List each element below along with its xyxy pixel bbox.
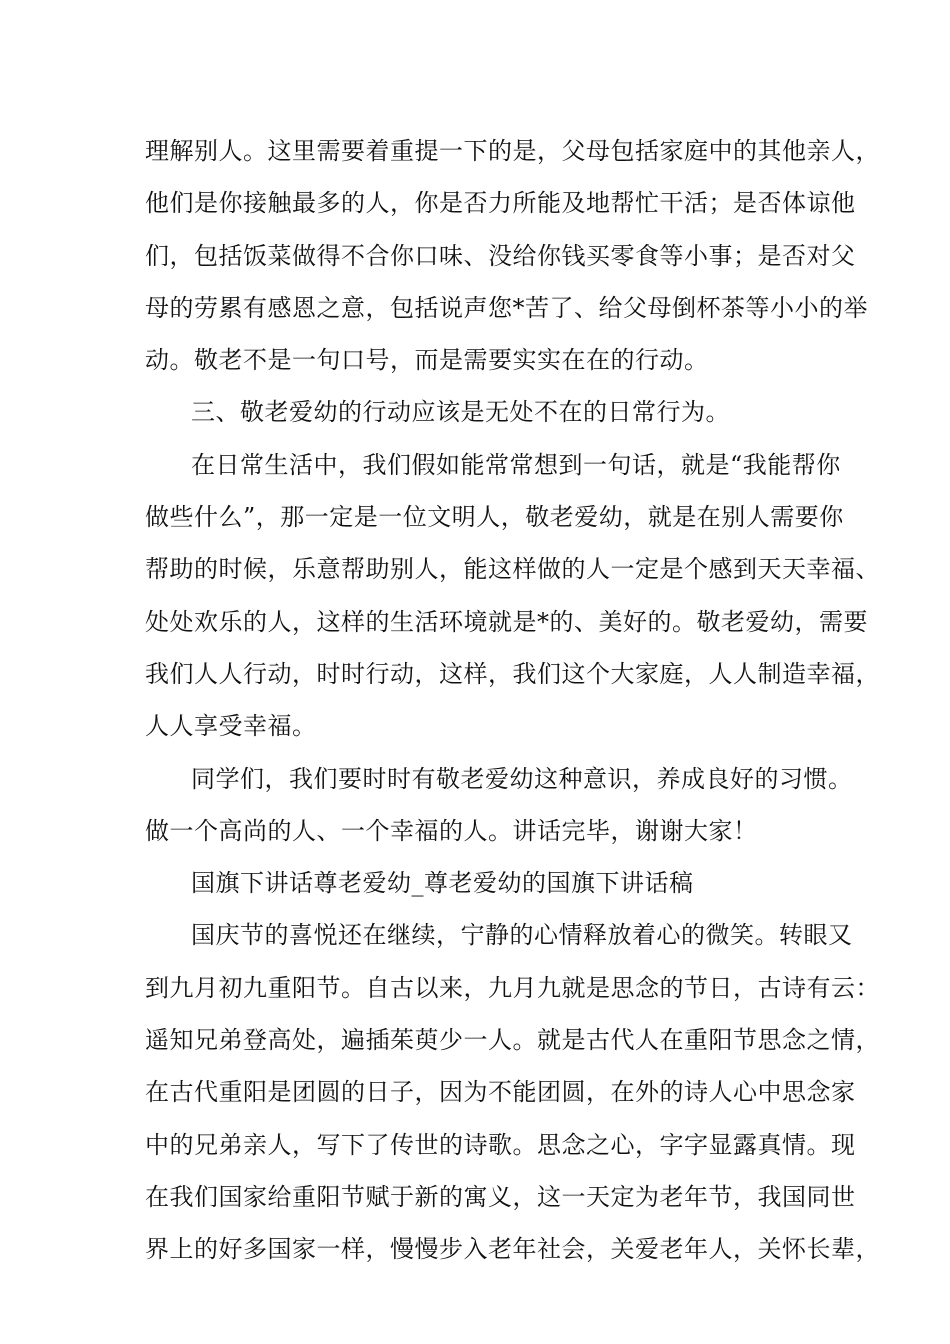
text-line: 国庆节的喜悦还在继续，宁静的心情释放着心的微笑。转眼又: [191, 921, 853, 950]
text-line: 动。敬老不是一句口号，而是需要实实在在的行动。: [145, 346, 709, 375]
text-line: 处处欢乐的人，这样的生活环境就是*的、美好的。敬老爱幼，需要: [145, 607, 868, 636]
text-line: 做一个高尚的人、一个幸福的人。讲话完毕，谢谢大家！: [145, 816, 758, 845]
text-line: 遥知兄弟登高处，遍插茱萸少一人。就是古代人在重阳节思念之情，: [145, 1026, 880, 1055]
text-line: 帮助的时候，乐意帮助别人，能这样做的人一定是个感到天天幸福、: [145, 555, 880, 584]
text-line: 母的劳累有感恩之意，包括说声您*苦了、给父母倒杯茶等小小的举: [145, 293, 868, 322]
document-body: [145, 125, 880, 1276]
text-line: 理解别人。这里需要着重提一下的是，父母包括家庭中的其他亲人，: [145, 137, 880, 165]
text-line: 中的兄弟亲人，写下了传世的诗歌。思念之心，字字显露真情。现: [145, 1130, 856, 1159]
article-title: 国旗下讲话尊老爱幼_尊老爱幼的国旗下讲话稿: [191, 869, 694, 898]
section-heading: 三、敬老爱幼的行动应该是无处不在的日常行为。: [191, 398, 730, 427]
text-line: 人人享受幸福。: [145, 712, 317, 741]
text-line: 他们是你接触最多的人，你是否力所能及地帮忙干活；是否体谅他: [145, 189, 856, 218]
text-line: 界上的好多国家一样，慢慢步入老年社会，关爱老年人，关怀长辈，: [145, 1235, 880, 1264]
text-line: 做些什么”，那一定是一位文明人，敬老爱幼，就是在别人需要你: [145, 503, 844, 532]
text-line: 在古代重阳是团圆的日子，因为不能团圆，在外的诗人心中思念家: [145, 1078, 856, 1107]
text-line: 我们人人行动，时时行动，这样，我们这个大家庭，人人制造幸福，: [145, 659, 880, 688]
text-line: 在日常生活中，我们假如能常常想到一句话，就是“我能帮你: [191, 450, 841, 479]
text-line: 们，包括饭菜做得不合你口味、没给你钱买零食等小事；是否对父: [145, 241, 856, 270]
text-line: 同学们，我们要时时有敬老爱幼这种意识，养成良好的习惯。: [191, 764, 853, 793]
text-line: 在我们国家给重阳节赋于新的寓义，这一天定为老年节，我国同世: [145, 1182, 856, 1211]
text-line: 到九月初九重阳节。自古以来，九月九就是思念的节日，古诗有云：: [145, 973, 880, 1002]
